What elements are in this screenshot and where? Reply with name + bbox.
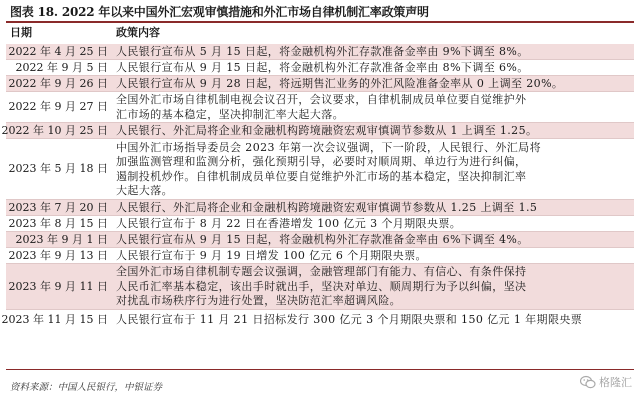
row-date: 2022 年 4 月 25 日 bbox=[8, 44, 108, 58]
table-row bbox=[6, 44, 634, 60]
watermark bbox=[580, 374, 632, 390]
row-date: 2023 年 9 月 13 日 bbox=[8, 248, 108, 262]
table-row bbox=[6, 76, 634, 92]
header-content: 政策内容 bbox=[116, 26, 160, 39]
row-content-line: 全国外汇市场自律机制专题会议强调，金融管理部门有能力、有信心、有条件保持 bbox=[116, 265, 527, 279]
row-content-line: 加强监测管理和监测分析，强化预期引导，必要时对顺周期、单边行为进行纠偏， bbox=[116, 155, 527, 168]
table-row bbox=[1, 123, 634, 139]
source-note: 资料来源：中国人民银行，中银证券 bbox=[10, 382, 163, 393]
table-header bbox=[6, 24, 634, 44]
row-date: 2022 年 9 月 26 日 bbox=[8, 76, 108, 90]
row-content bbox=[116, 264, 630, 310]
table-row bbox=[6, 232, 634, 248]
row-date: 2022 年 9 月 27 日 bbox=[8, 100, 108, 114]
row-content-line: 人民银行宣布于 11 月 21 日招标发行 300 亿元 3 个月期限央票和 150 亿元 1 年期限央票 bbox=[116, 312, 583, 326]
row-content-line: 人民银行宣布从 5 月 15 日起，将金融机构外汇存款准备金率由 9%下调至 8%。 bbox=[116, 44, 529, 58]
row-date: 2023 年 11 月 15 日 bbox=[1, 312, 108, 326]
row-content-line: 对扰乱市场秩序行为进行处置，坚决防范汇率超调风险。 bbox=[116, 294, 401, 308]
row-content-line: 人民银行、外汇局将企业和金融机构跨境融资宏观审慎调节参数从 1.25 上调至 1.5 bbox=[116, 200, 538, 214]
table-row bbox=[1, 310, 634, 330]
row-content-line: 人民银行、外汇局将企业和金融机构跨境融资宏观审慎调节参数从 1 上调至 1.25。 bbox=[116, 123, 538, 137]
row-date: 2023 年 9 月 11 日 bbox=[8, 279, 108, 293]
row-content bbox=[116, 216, 630, 232]
row-content-line: 人民银行宣布从 9 月 15 日起，将金融机构外汇存款准备金率由 8%下调至 6%。 bbox=[116, 60, 529, 74]
row-content-line: 汇市场的基本稳定，坚决抑制汇率大起大落。 bbox=[116, 107, 344, 121]
row-content-line: 遏制投机炒作。自律机制成员单位要自觉维护外汇市场的基本稳定，坚决抑制汇率 bbox=[116, 169, 527, 183]
title-rule bbox=[6, 21, 634, 23]
table-row bbox=[6, 264, 634, 310]
bottom-rule bbox=[6, 369, 634, 370]
row-content-line: 人民币汇率基本稳定，该出手时就出手，坚决对单边、顺周期行为予以纠偏，坚决 bbox=[116, 279, 527, 293]
row-content bbox=[116, 310, 630, 330]
row-content bbox=[116, 123, 630, 139]
row-content bbox=[116, 232, 630, 248]
row-content-line: 全国外汇市场自律机制电视会议召开，会议要求，自律机制成员单位要自觉维护外 bbox=[116, 93, 527, 106]
table-title: 图表 18. 2022 年以来中国外汇宏观审慎措施和外汇市场自律机制汇率政策声明 bbox=[10, 5, 429, 19]
row-content bbox=[116, 60, 630, 76]
row-content bbox=[116, 248, 630, 264]
table-row bbox=[6, 139, 634, 200]
row-date: 2023 年 7 月 20 日 bbox=[8, 200, 108, 214]
row-date: 2022 年 9 月 5 日 bbox=[15, 60, 108, 74]
row-content-line: 人民银行宣布从 9 月 28 日起，将远期售汇业务的外汇风险准备金率从 0 上调至 20%。 bbox=[116, 76, 564, 90]
row-content bbox=[116, 92, 630, 123]
table-row bbox=[6, 216, 634, 232]
table-row bbox=[6, 92, 634, 123]
header-date: 日期 bbox=[10, 26, 32, 39]
row-date: 2022 年 10 月 25 日 bbox=[1, 123, 108, 137]
wechat-icon bbox=[580, 375, 596, 389]
row-content bbox=[116, 76, 630, 92]
watermark-text: 格隆汇 bbox=[599, 376, 632, 389]
row-content-line: 大起大落。 bbox=[116, 184, 173, 197]
row-date: 2023 年 9 月 1 日 bbox=[15, 232, 108, 246]
row-content bbox=[116, 200, 630, 216]
row-content-line: 中国外汇市场指导委员会 2023 年第一次会议强调，下一阶段，人民银行、外汇局将 bbox=[116, 140, 541, 154]
row-content-line: 人民银行宣布从 9 月 15 日起，将金融机构外汇存款准备金率由 6%下调至 4%。 bbox=[116, 232, 529, 246]
table-row bbox=[6, 60, 634, 76]
row-content bbox=[116, 139, 630, 200]
row-content-line: 人民银行宣布于 8 月 22 日在香港增发 100 亿元 3 个月期限央票。 bbox=[116, 216, 462, 230]
table-row bbox=[6, 248, 634, 264]
row-date: 2023 年 8 月 15 日 bbox=[8, 216, 108, 230]
row-content-line: 人民银行宣布于 9 月 19 日增发 100 亿元 6 个月期限央票。 bbox=[116, 248, 427, 262]
row-content bbox=[116, 44, 630, 60]
row-date: 2023 年 5 月 18 日 bbox=[8, 162, 108, 176]
table-row bbox=[6, 200, 634, 216]
